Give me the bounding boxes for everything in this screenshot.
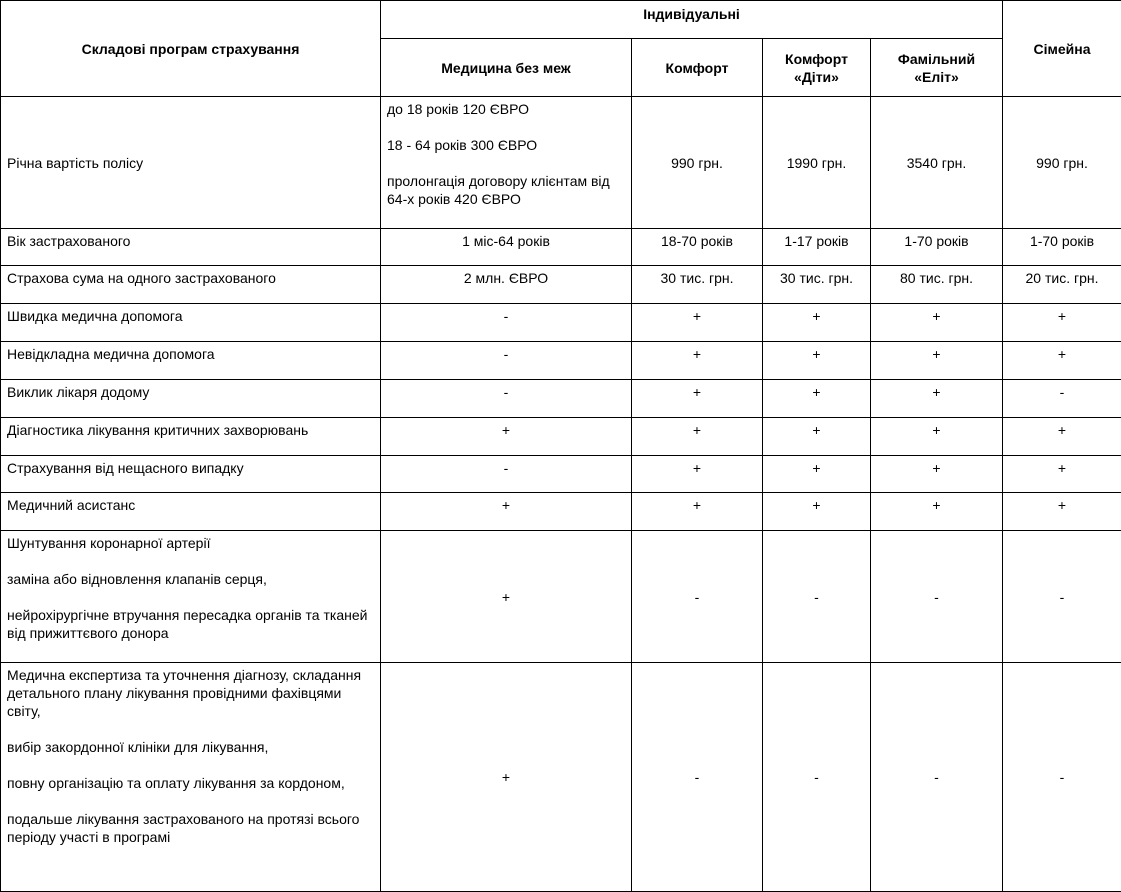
cell: 30 тис. грн.	[632, 266, 763, 304]
cell: -	[381, 342, 632, 380]
cell: +	[1003, 342, 1121, 380]
table-row	[1, 229, 1121, 266]
cell: +	[1003, 304, 1121, 342]
table-row	[1, 380, 1121, 418]
cell: +	[632, 304, 763, 342]
row-label: Страхова сума на одного застрахованого	[1, 266, 381, 304]
label-line: нейрохірургічне втручання пересадка органів та тканей від прижиттєвого донора	[7, 606, 374, 642]
cell: 3540 грн.	[871, 97, 1003, 229]
label-line: Медична експертиза та уточнення діагнозу, складання детального плану лікування провідними фахівцями світу,	[7, 666, 374, 720]
cell: 2 млн. ЄВРО	[381, 266, 632, 304]
label-line: Шунтування коронарної артерії	[7, 534, 374, 552]
row-label: Діагностика лікування критичних захворювань	[1, 418, 381, 456]
row-label: Річна вартість полісу	[1, 97, 381, 229]
cell: +	[871, 418, 1003, 456]
header-plan-medicine-without-limits: Медицина без меж	[381, 39, 632, 97]
header-plan-family-elite: Фамільний «Еліт»	[871, 39, 1003, 97]
label-line: повну організацію та оплату лікування за кордоном,	[7, 774, 374, 792]
label-line: подальше лікування застрахованого на протязі всього періоду участі в програмі	[7, 810, 374, 846]
table-row	[1, 304, 1121, 342]
cell: 18-70 років	[632, 229, 763, 266]
cell: 1-17 років	[763, 229, 871, 266]
table-row	[1, 266, 1121, 304]
cell: +	[1003, 493, 1121, 531]
table-row	[1, 663, 1121, 892]
cell: +	[381, 418, 632, 456]
cell: +	[632, 380, 763, 418]
row-label: Виклик лікаря додому	[1, 380, 381, 418]
cell: +	[763, 493, 871, 531]
cell: -	[1003, 531, 1121, 663]
table-row	[1, 97, 1121, 229]
table-row	[1, 342, 1121, 380]
cell: -	[871, 663, 1003, 892]
header-plan-comfort-kids: Комфорт «Діти»	[763, 39, 871, 97]
cell: -	[763, 663, 871, 892]
row-label	[1, 663, 381, 892]
cell: -	[763, 531, 871, 663]
table-row	[1, 531, 1121, 663]
cost-line: 18 - 64 років 300 ЄВРО	[387, 136, 625, 154]
cell: +	[871, 456, 1003, 493]
cell: +	[763, 304, 871, 342]
cell: +	[871, 342, 1003, 380]
table-row	[1, 456, 1121, 493]
cell: -	[1003, 663, 1121, 892]
cell: -	[381, 380, 632, 418]
header-plan-comfort: Комфорт	[632, 39, 763, 97]
cell: 1-70 років	[871, 229, 1003, 266]
cell: +	[763, 380, 871, 418]
cell: +	[381, 493, 632, 531]
header-components: Складові програм страхування	[1, 1, 381, 97]
cell: +	[763, 456, 871, 493]
cell: +	[763, 418, 871, 456]
cell: +	[632, 418, 763, 456]
header-individual: Індивідуальні	[381, 1, 1003, 39]
cell: +	[871, 304, 1003, 342]
cell: -	[632, 531, 763, 663]
cell: 1990 грн.	[763, 97, 871, 229]
row-label: Невідкладна медична допомога	[1, 342, 381, 380]
cell: -	[381, 456, 632, 493]
cell: 990 грн.	[1003, 97, 1121, 229]
label-line: заміна або відновлення клапанів серця,	[7, 570, 374, 588]
cell: 30 тис. грн.	[763, 266, 871, 304]
cell: +	[381, 663, 632, 892]
cell: -	[632, 663, 763, 892]
cost-line: пролонгація договору клієнтам від 64-х років 420 ЄВРО	[387, 172, 625, 208]
cell: 1-70 років	[1003, 229, 1121, 266]
row-label: Медичний асистанс	[1, 493, 381, 531]
cell: +	[763, 342, 871, 380]
cost-details	[381, 97, 632, 229]
cell: +	[632, 493, 763, 531]
cell: +	[632, 456, 763, 493]
table-row	[1, 493, 1121, 531]
cell: -	[871, 531, 1003, 663]
cell: 80 тис. грн.	[871, 266, 1003, 304]
cell: +	[632, 342, 763, 380]
cell: +	[1003, 418, 1121, 456]
label-line: вибір закордонної клініки для лікування,	[7, 738, 374, 756]
row-label	[1, 531, 381, 663]
cell: +	[1003, 456, 1121, 493]
cell: +	[381, 531, 632, 663]
cell: 1 міс-64 років	[381, 229, 632, 266]
cell: -	[381, 304, 632, 342]
cell: 990 грн.	[632, 97, 763, 229]
row-label: Вік застрахованого	[1, 229, 381, 266]
cell: 20 тис. грн.	[1003, 266, 1121, 304]
row-label: Швидка медична допомога	[1, 304, 381, 342]
cell: -	[1003, 380, 1121, 418]
row-label: Страхування від нещасного випадку	[1, 456, 381, 493]
header-family: Сімейна	[1003, 1, 1121, 97]
table-row	[1, 418, 1121, 456]
cost-line: до 18 років 120 ЄВРО	[387, 100, 625, 118]
cell: +	[871, 380, 1003, 418]
cell: +	[871, 493, 1003, 531]
